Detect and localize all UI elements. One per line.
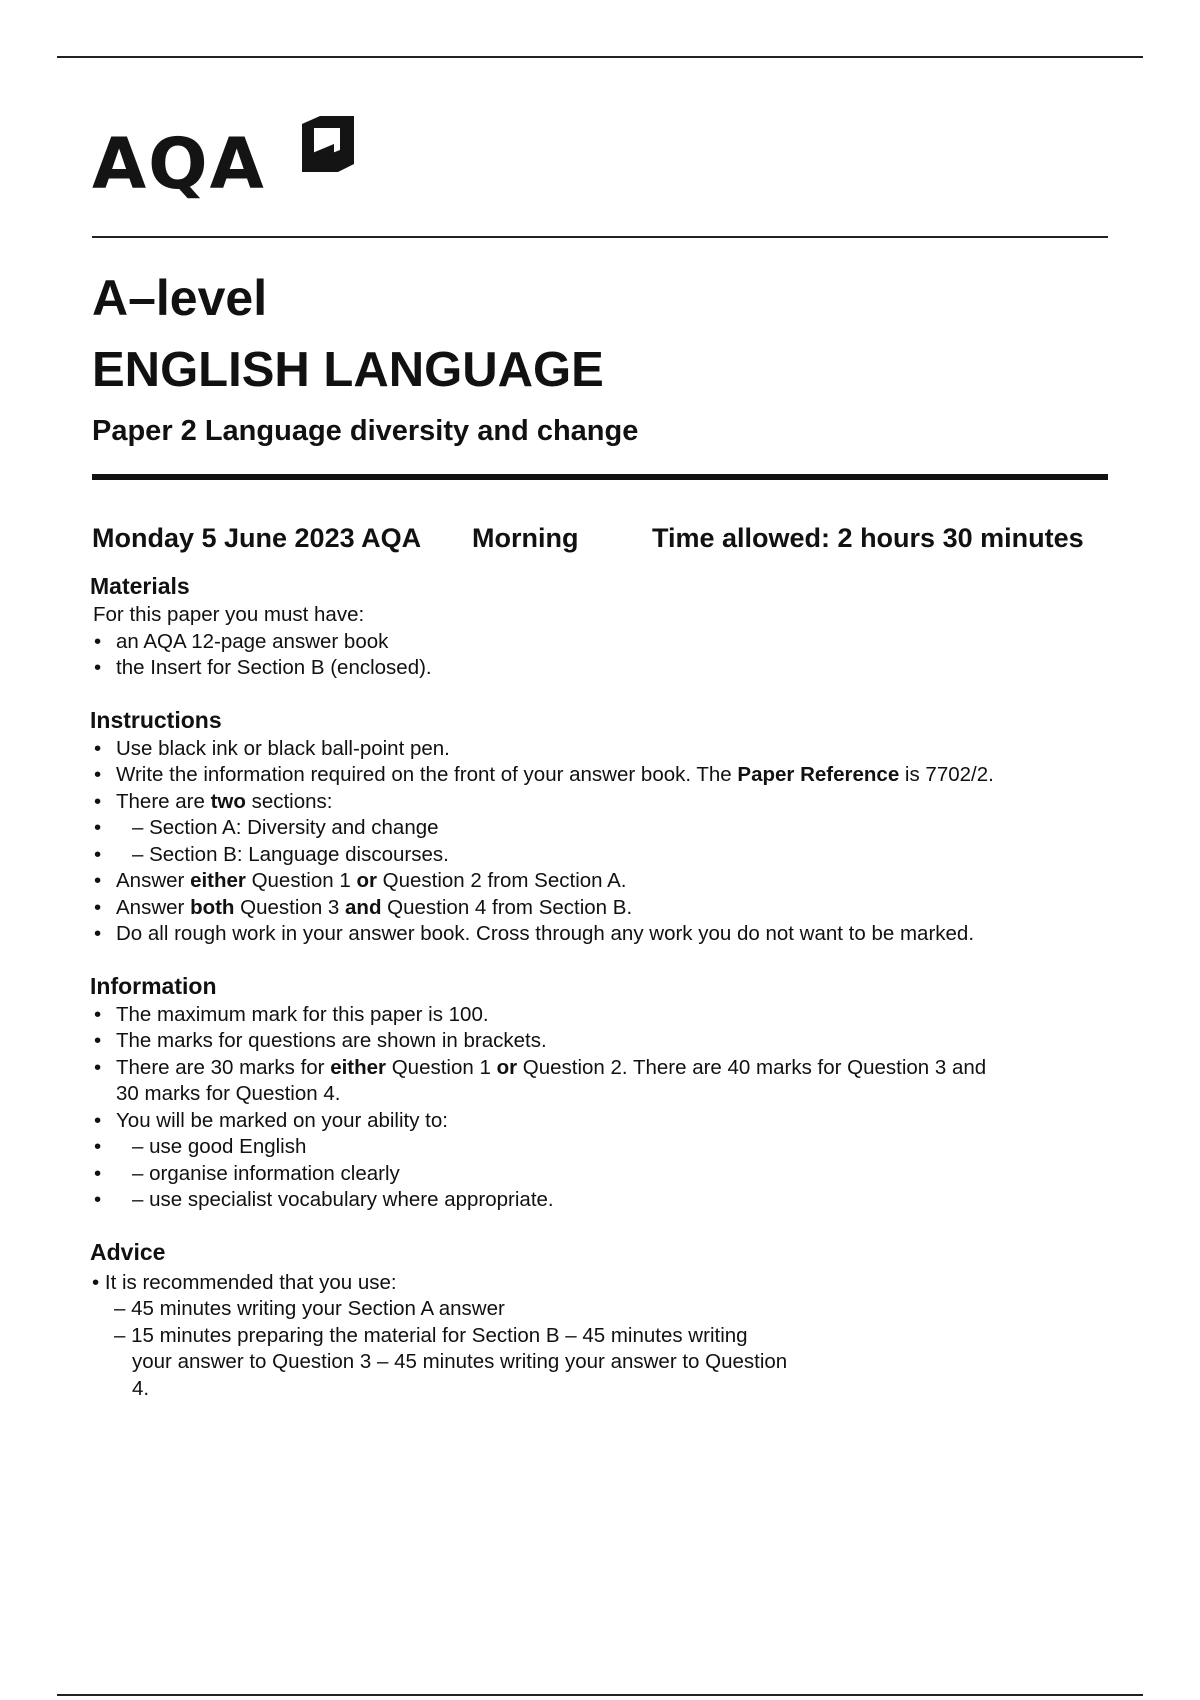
sub-item: • – organise information clearly (90, 1161, 1110, 1188)
materials-list (90, 629, 1110, 682)
instructions-section (90, 704, 1110, 948)
top-rule (57, 56, 1143, 58)
list-item: • Do all rough work in your answer book. Cross through any work you do not want to be marked. (90, 921, 1110, 948)
list-item: • Answer either Question 1 or Question 2 from Section A. (90, 868, 1110, 895)
sub-item: – 15 minutes preparing the material for Section B – 45 minutes writing your answer to Question 3 – 45 minutes writing your answer to Question 4. (114, 1323, 788, 1400)
list-item: • There are 30 marks for either Question 1 or Question 2. There are 40 marks for Question 3 and 30 marks for Question 4. (90, 1055, 1110, 1108)
materials-section (90, 570, 1110, 682)
title-rule (92, 474, 1108, 480)
header-rule (92, 236, 1108, 238)
exam-session: Morning (472, 523, 579, 553)
sub-item: • – use good English (90, 1134, 1110, 1161)
aqa-logo (92, 112, 362, 212)
sub-item: – 45 minutes writing your Section A answer (114, 1297, 505, 1320)
list-item: • the Insert for Section B (enclosed). (90, 655, 1110, 682)
list-item: • The marks for questions are shown in brackets. (90, 1028, 1110, 1055)
sub-item: • – Section B: Language discourses. (90, 842, 1110, 869)
qualification-level: A–level (92, 270, 268, 326)
list-item: • Use black ink or black ball-point pen. (90, 736, 1110, 763)
information-title: Information (90, 972, 217, 999)
sub-item: • – use specialist vocabulary where appropriate. (90, 1187, 1110, 1214)
exam-date: Monday 5 June 2023 AQA (92, 523, 422, 553)
list-item: • You will be marked on your ability to: (90, 1108, 1110, 1135)
paper-title: Paper 2 Language diversity and change (92, 415, 639, 447)
list-item: • The maximum mark for this paper is 100. (90, 1002, 1110, 1029)
list-item: • an AQA 12-page answer book (90, 629, 1110, 656)
advice-section (90, 1236, 1110, 1403)
materials-intro: For this paper you must have: (93, 603, 365, 626)
cover-content (90, 570, 1110, 1402)
bottom-rule (57, 1694, 1143, 1696)
list-item: • Write the information required on the front of your answer book. The Paper Reference is 7702/2. (90, 762, 1110, 789)
list-item: • Answer both Question 3 and Question 4 from Section B. (90, 895, 1110, 922)
advice-list (90, 1270, 1110, 1403)
information-section (90, 970, 1110, 1214)
subject-title: ENGLISH LANGUAGE (92, 343, 604, 397)
materials-title: Materials (90, 573, 190, 599)
aqa-flag-icon (300, 114, 356, 176)
time-allowed: Time allowed: 2 hours 30 minutes (652, 523, 1084, 553)
instructions-list (90, 736, 1110, 948)
information-list (90, 1002, 1110, 1214)
advice-title: Advice (90, 1238, 166, 1265)
instructions-title: Instructions (90, 706, 222, 733)
sub-item: • – Section A: Diversity and change (90, 815, 1110, 842)
logo-text: AQA (92, 123, 266, 205)
list-item: • There are two sections: (90, 789, 1110, 816)
list-item: • It is recommended that you use: (92, 1270, 397, 1294)
